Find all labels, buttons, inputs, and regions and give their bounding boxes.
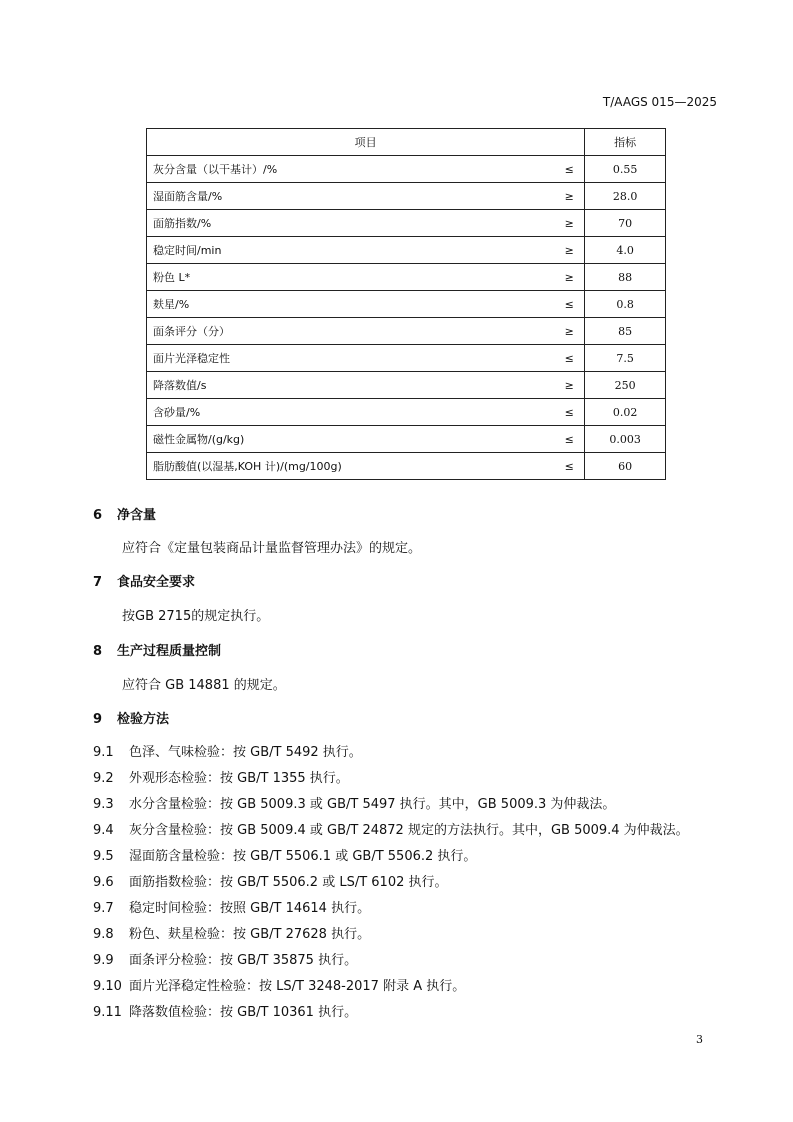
subsection-text: 面条评分检验：按 GB/T 35875 执行。 — [129, 953, 358, 968]
quality-index-table — [146, 128, 666, 480]
subsection-item — [93, 949, 357, 968]
row-value: 85 — [585, 318, 666, 345]
row-value: 0.8 — [585, 291, 666, 318]
sec6-text: 应符合《定量包装商品计量监督管理办法》的规定。 — [122, 541, 422, 556]
subsection-number: 9.9 — [93, 953, 114, 968]
row-operator: ≤ — [554, 399, 585, 426]
sec9-heading: 9 检验方法 — [93, 712, 170, 727]
sec8-heading: 8 生产过程质量控制 — [93, 644, 222, 659]
row-item-name: 稳定时间/min — [147, 237, 555, 264]
table-row — [147, 318, 666, 345]
table-row — [147, 156, 666, 183]
table-row — [147, 183, 666, 210]
subsection-text: 降落数值检验：按 GB/T 10361 执行。 — [129, 1005, 358, 1020]
subsection-number: 9.6 — [93, 875, 114, 890]
row-value: 28.0 — [585, 183, 666, 210]
row-item-name: 降落数值/s — [147, 372, 555, 399]
subsection-number: 9.10 — [93, 979, 122, 994]
table-row — [147, 399, 666, 426]
subsection-number: 9.7 — [93, 901, 114, 916]
row-value: 0.02 — [585, 399, 666, 426]
row-operator: ≤ — [554, 345, 585, 372]
row-operator: ≥ — [554, 237, 585, 264]
table-row — [147, 453, 666, 480]
subsection-item — [93, 767, 349, 786]
subsection-number: 9.3 — [93, 797, 114, 812]
subsection-item — [93, 923, 370, 942]
table-row — [147, 210, 666, 237]
subsection-number: 9.11 — [93, 1005, 122, 1020]
row-operator: ≥ — [554, 318, 585, 345]
row-item-name: 面筋指数/% — [147, 210, 555, 237]
subsection-number: 9.5 — [93, 849, 114, 864]
subsection-text: 面筋指数检验：按 GB/T 5506.2 或 LS/T 6102 执行。 — [129, 875, 448, 890]
row-item-name: 粉色 L* — [147, 264, 555, 291]
subsection-item — [93, 741, 362, 760]
subsection-item — [93, 1001, 357, 1020]
row-value: 7.5 — [585, 345, 666, 372]
subsection-text: 面片光泽稳定性检验：按 LS/T 3248-2017 附录 A 执行。 — [129, 979, 466, 994]
row-value: 60 — [585, 453, 666, 480]
row-item-name: 面片光泽稳定性 — [147, 345, 555, 372]
row-operator: ≤ — [554, 426, 585, 453]
document-id: T/AAGS 015—2025 — [602, 95, 717, 109]
subsection-text: 稳定时间检验：按照 GB/T 14614 执行。 — [129, 901, 371, 916]
row-operator: ≤ — [554, 453, 585, 480]
subsection-number: 9.1 — [93, 745, 114, 760]
subsection-number: 9.2 — [93, 771, 114, 786]
subsection-text: 湿面筋含量检验：按 GB/T 5506.1 或 GB/T 5506.2 执行。 — [129, 849, 477, 864]
table-row — [147, 264, 666, 291]
subsection-text: 外观形态检验：按 GB/T 1355 执行。 — [129, 771, 349, 786]
sec6-heading: 6 净含量 — [93, 508, 157, 523]
subsection-item — [93, 975, 465, 994]
table-row — [147, 345, 666, 372]
subsection-text: 粉色、麸星检验：按 GB/T 27628 执行。 — [129, 927, 371, 942]
subsection-item — [93, 793, 615, 812]
subsection-item — [93, 845, 476, 864]
row-item-name: 脂肪酸值(以湿基,KOH 计)/(mg/100g) — [147, 453, 555, 480]
table-header-row — [147, 129, 666, 156]
row-value: 250 — [585, 372, 666, 399]
row-value: 4.0 — [585, 237, 666, 264]
subsection-item — [93, 819, 689, 838]
header-item: 项目 — [147, 129, 585, 156]
subsection-number: 9.8 — [93, 927, 114, 942]
sec7-heading: 7 食品安全要求 — [93, 575, 196, 590]
table-row — [147, 291, 666, 318]
row-operator: ≤ — [554, 156, 585, 183]
page-number: 3 — [696, 1033, 703, 1046]
row-item-name: 麸星/% — [147, 291, 555, 318]
row-item-name: 含砂量/% — [147, 399, 555, 426]
subsection-text: 色泽、气味检验：按 GB/T 5492 执行。 — [129, 745, 362, 760]
row-operator: ≤ — [554, 291, 585, 318]
row-value: 88 — [585, 264, 666, 291]
sec7-text: 按GB 2715的规定执行。 — [122, 609, 270, 624]
subsection-text: 灰分含量检验：按 GB 5009.4 或 GB/T 24872 规定的方法执行。其中，GB 5009.4 为仲裁法。 — [129, 823, 689, 838]
row-operator: ≥ — [554, 264, 585, 291]
table-row — [147, 426, 666, 453]
subsection-item — [93, 871, 448, 890]
row-item-name: 面条评分（分） — [147, 318, 555, 345]
row-item-name: 磁性金属物/(g/kg) — [147, 426, 555, 453]
row-item-name: 湿面筋含量/% — [147, 183, 555, 210]
row-operator: ≥ — [554, 372, 585, 399]
table-row — [147, 372, 666, 399]
row-value: 0.55 — [585, 156, 666, 183]
sec8-text: 应符合 GB 14881 的规定。 — [122, 678, 286, 693]
subsection-item — [93, 897, 370, 916]
row-item-name: 灰分含量（以干基计）/% — [147, 156, 555, 183]
header-index: 指标 — [585, 129, 666, 156]
row-value: 70 — [585, 210, 666, 237]
row-operator: ≥ — [554, 183, 585, 210]
row-value: 0.003 — [585, 426, 666, 453]
subsection-number: 9.4 — [93, 823, 114, 838]
table-row — [147, 237, 666, 264]
row-operator: ≥ — [554, 210, 585, 237]
subsection-text: 水分含量检验：按 GB 5009.3 或 GB/T 5497 执行。其中，GB 5009.3 为仲裁法。 — [129, 797, 616, 812]
